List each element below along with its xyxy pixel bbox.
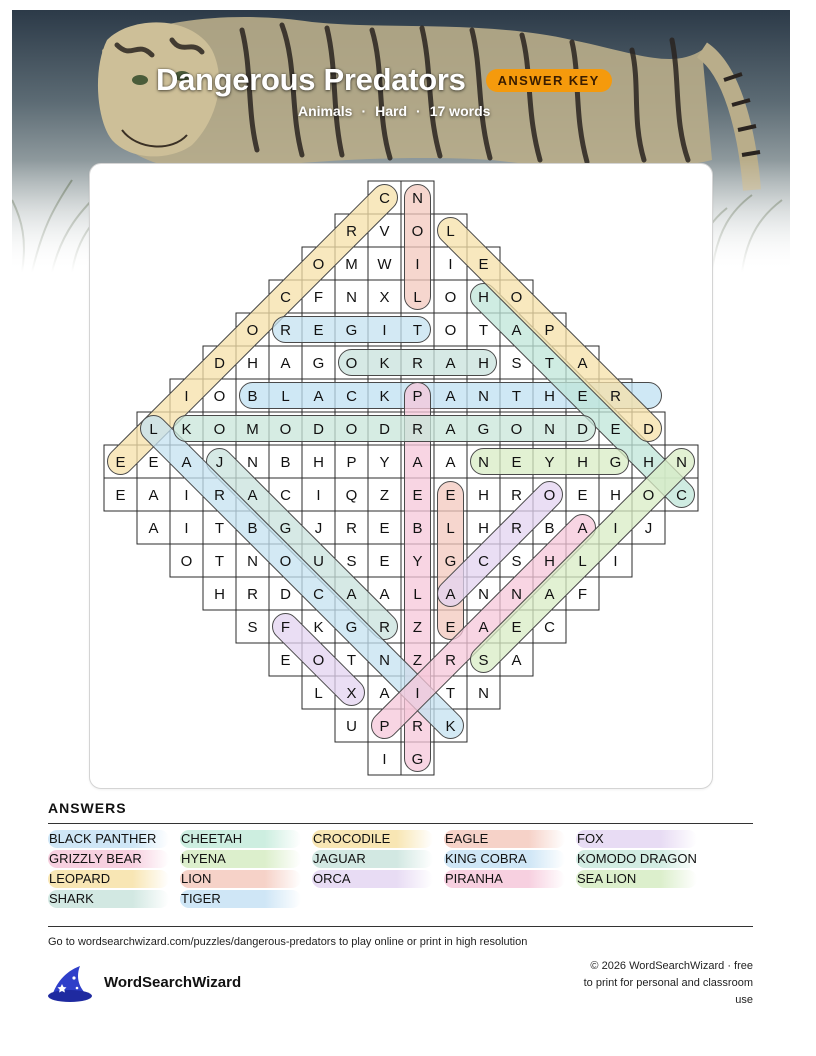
- grid-letter: E: [379, 553, 390, 570]
- grid-letter: E: [412, 487, 423, 504]
- wizard-hat-icon: [46, 962, 94, 1004]
- grid-letter: I: [448, 256, 453, 273]
- grid-letter: H: [643, 454, 654, 471]
- grid-letter: E: [148, 454, 159, 471]
- grid-letter: T: [511, 388, 522, 405]
- grid-letter: T: [478, 322, 489, 339]
- grid-letter: C: [379, 190, 390, 207]
- grid-letter: I: [184, 487, 189, 504]
- grid-letter: N: [247, 454, 258, 471]
- grid-letter: A: [511, 652, 522, 669]
- grid-letter: E: [115, 487, 126, 504]
- answer-key-badge: ANSWER KEY: [486, 69, 612, 92]
- grid-letter: T: [412, 322, 423, 339]
- grid-letter: O: [543, 487, 556, 504]
- grid-letter: P: [412, 388, 423, 405]
- grid-letter: H: [478, 355, 489, 372]
- grid-letter: D: [280, 586, 291, 603]
- grid-letter: N: [676, 454, 687, 471]
- grid-letter: D: [313, 421, 324, 438]
- answer-word: JAGUAR: [312, 850, 433, 868]
- answer-word: KOMODO DRAGON: [577, 851, 697, 866]
- grid-letter: C: [313, 586, 324, 603]
- grid-letter: A: [445, 355, 456, 372]
- grid-letter: O: [279, 421, 292, 438]
- grid-letter: N: [544, 421, 555, 438]
- grid-letter: C: [676, 487, 687, 504]
- grid-letter: D: [577, 421, 588, 438]
- grid-letter: L: [149, 421, 158, 438]
- grid-letter: O: [345, 355, 358, 372]
- grid-letter: O: [213, 388, 226, 405]
- grid-letter: H: [544, 553, 555, 570]
- grid-letter: E: [577, 388, 588, 405]
- answer-word: HYENA: [180, 850, 301, 868]
- grid-letter: B: [247, 520, 258, 537]
- grid-letter: R: [412, 355, 423, 372]
- word-count-label: 17 words: [429, 103, 491, 119]
- grid-letter: X: [379, 289, 390, 306]
- grid-letter: D: [643, 421, 654, 438]
- grid-letter: B: [544, 520, 555, 537]
- grid-letter: H: [478, 289, 489, 306]
- grid-letter: H: [478, 520, 489, 537]
- grid-letter: O: [510, 289, 523, 306]
- grid-letter: N: [511, 586, 522, 603]
- grid-letter: C: [478, 553, 489, 570]
- grid-letter: A: [148, 520, 159, 537]
- grid-letter: R: [511, 520, 522, 537]
- grid-letter: K: [379, 355, 390, 372]
- grid-letter: N: [412, 190, 423, 207]
- grid-letter: A: [445, 388, 456, 405]
- grid-letter: E: [445, 619, 456, 636]
- grid-letter: S: [346, 553, 357, 570]
- grid-letter: E: [379, 520, 390, 537]
- grid-letter: T: [214, 553, 225, 570]
- grid-letter: O: [444, 289, 457, 306]
- grid-letter: P: [346, 454, 357, 471]
- grid-letter: H: [577, 454, 588, 471]
- grid-letter: D: [379, 421, 390, 438]
- grid-letter: I: [316, 487, 321, 504]
- grid-letter: M: [246, 421, 259, 438]
- grid-letter: S: [478, 652, 489, 669]
- grid-letter: A: [445, 421, 456, 438]
- grid-letter: I: [415, 256, 420, 273]
- grid-letter: A: [379, 586, 390, 603]
- grid-letter: T: [544, 355, 555, 372]
- answers-divider: [48, 823, 753, 824]
- grid-letter: E: [445, 487, 456, 504]
- grid-letter: N: [478, 685, 489, 702]
- grid-letter: G: [312, 355, 325, 372]
- grid-letter: O: [312, 652, 325, 669]
- answers-heading: ANSWERS: [48, 800, 127, 816]
- grid-letter: R: [214, 487, 225, 504]
- grid-letter: V: [379, 223, 390, 240]
- grid-letter: A: [148, 487, 159, 504]
- answer-word: GRIZZLY BEAR: [48, 850, 169, 868]
- grid-letter: O: [642, 487, 655, 504]
- grid-letter: L: [446, 223, 455, 240]
- grid-letter: L: [413, 586, 422, 603]
- grid-letter: G: [444, 553, 457, 570]
- grid-letter: G: [411, 751, 424, 768]
- grid-letter: I: [415, 685, 420, 702]
- grid-letter: A: [577, 355, 588, 372]
- category-label: Animals: [298, 103, 353, 119]
- grid-letter: C: [346, 388, 357, 405]
- grid-letter: K: [181, 421, 192, 438]
- grid-letter: Y: [544, 454, 555, 471]
- grid-letter: T: [346, 652, 357, 669]
- grid-letter: S: [511, 553, 522, 570]
- brand-name: WordSearchWizard: [104, 974, 242, 991]
- grid-letter: Z: [412, 619, 423, 636]
- grid-letter: A: [379, 685, 390, 702]
- grid-letter: R: [610, 388, 621, 405]
- grid-letter: J: [215, 454, 224, 471]
- answer-word: TIGER: [180, 890, 301, 908]
- grid-letter: E: [478, 256, 489, 273]
- grid-letter: A: [544, 586, 555, 603]
- grid-letter: I: [382, 322, 387, 339]
- grid-letter: P: [379, 718, 390, 735]
- grid-letter: R: [511, 487, 522, 504]
- grid-letter: U: [313, 553, 324, 570]
- grid-letter: O: [510, 421, 523, 438]
- answer-word: PIRANHA: [444, 870, 565, 888]
- grid-letter: I: [184, 520, 189, 537]
- answer-word: SEA LION: [576, 870, 697, 888]
- grid-letter: O: [279, 553, 292, 570]
- grid-letter: Q: [345, 487, 358, 504]
- grid-letter: A: [181, 454, 192, 471]
- grid-letter: U: [346, 718, 357, 735]
- grid-letter: I: [613, 520, 618, 537]
- grid-letter: H: [610, 487, 621, 504]
- answer-word: FOX: [576, 830, 697, 848]
- grid-letter: N: [379, 652, 390, 669]
- grid-letter: O: [345, 421, 358, 438]
- grid-letter: J: [644, 520, 653, 537]
- copyright-note: © 2026 WordSearchWizard · free to print for personal and classroom use: [583, 960, 753, 1006]
- grid-letter: Z: [412, 652, 423, 669]
- grid-letter: E: [511, 619, 522, 636]
- grid-letter: E: [610, 421, 621, 438]
- grid-letter: T: [214, 520, 225, 537]
- grid-letter: L: [281, 388, 290, 405]
- grid-letter: G: [279, 520, 292, 537]
- grid-letter: B: [412, 520, 423, 537]
- grid-letter: C: [280, 289, 291, 306]
- answer-word: LION: [180, 870, 301, 888]
- grid-letter: K: [379, 388, 390, 405]
- grid-letter: P: [544, 322, 555, 339]
- grid-letter: F: [577, 586, 588, 603]
- grid-letter: R: [280, 322, 291, 339]
- grid-letter: O: [213, 421, 226, 438]
- grid-letter: R: [445, 652, 456, 669]
- grid-letter: N: [346, 289, 357, 306]
- grid-letter: Y: [379, 454, 390, 471]
- grid-letter: Y: [412, 553, 423, 570]
- grid-letter: A: [478, 619, 489, 636]
- grid-letter: R: [247, 586, 258, 603]
- grid-letter: L: [314, 685, 323, 702]
- answer-word: KING COBRA: [444, 850, 565, 868]
- grid-letter: H: [247, 355, 258, 372]
- grid-letter: N: [247, 553, 258, 570]
- grid-letter: A: [247, 487, 258, 504]
- grid-letter: T: [445, 685, 456, 702]
- grid-letter: J: [314, 520, 323, 537]
- grid-letter: Z: [379, 487, 390, 504]
- grid-letter: F: [280, 619, 291, 636]
- grid-letter: A: [511, 322, 522, 339]
- grid-letter: A: [412, 454, 423, 471]
- grid-letter: K: [445, 718, 456, 735]
- answer-word: EAGLE: [444, 830, 565, 848]
- grid-letter: E: [511, 454, 522, 471]
- grid-letter: A: [280, 355, 291, 372]
- grid-letter: O: [444, 322, 457, 339]
- grid-letter: E: [577, 487, 588, 504]
- grid-letter: G: [345, 619, 358, 636]
- grid-letter: N: [478, 388, 489, 405]
- grid-letter: H: [313, 454, 324, 471]
- grid-letter: R: [346, 223, 357, 240]
- grid-letter: H: [544, 388, 555, 405]
- grid-letter: R: [379, 619, 390, 636]
- grid-letter: B: [247, 388, 258, 405]
- answer-word: BLACK PANTHER: [48, 830, 169, 848]
- grid-letter: B: [280, 454, 291, 471]
- grid-letter: O: [180, 553, 193, 570]
- grid-letter: M: [345, 256, 358, 273]
- grid-letter: F: [313, 289, 324, 306]
- grid-letter: N: [478, 454, 489, 471]
- grid-letter: G: [345, 322, 358, 339]
- grid-letter: I: [382, 751, 387, 768]
- grid-letter: S: [511, 355, 522, 372]
- grid-letter: S: [247, 619, 258, 636]
- grid-letter: W: [377, 256, 392, 273]
- grid-letter: C: [280, 487, 291, 504]
- grid-letter: H: [478, 487, 489, 504]
- grid-letter: A: [313, 388, 324, 405]
- grid-letter: O: [246, 322, 259, 339]
- footer-divider: [48, 926, 753, 927]
- grid-letter: G: [609, 454, 622, 471]
- grid-letter: E: [280, 652, 291, 669]
- meta-separator: ·: [361, 103, 367, 119]
- grid-letter: H: [214, 586, 225, 603]
- answer-word: LEOPARD: [48, 870, 169, 888]
- grid-letter: O: [312, 256, 325, 273]
- grid-letter: L: [413, 289, 422, 306]
- grid-letter: R: [412, 718, 423, 735]
- grid-letter: E: [313, 322, 324, 339]
- grid-letter: D: [214, 355, 225, 372]
- grid-letter: I: [613, 553, 618, 570]
- grid-letter: A: [445, 454, 456, 471]
- answer-word: SHARK: [48, 890, 169, 908]
- grid-letter: L: [446, 520, 455, 537]
- grid-letter: L: [578, 553, 587, 570]
- grid-letter: N: [478, 586, 489, 603]
- grid-letter: C: [544, 619, 555, 636]
- grid-letter: A: [346, 586, 357, 603]
- grid-letter: X: [346, 685, 357, 702]
- play-online-note: Go to wordsearchwizard.com/puzzles/dangerous-predators to play online or print in high resolution: [48, 936, 528, 948]
- answer-word: CHEETAH: [180, 830, 301, 848]
- answer-word: ORCA: [312, 870, 433, 888]
- difficulty-label: Hard: [375, 103, 408, 119]
- grid-letter: R: [346, 520, 357, 537]
- meta-separator: ·: [416, 103, 421, 119]
- grid-letter: I: [184, 388, 189, 405]
- grid-letter: A: [577, 520, 588, 537]
- grid-letter: G: [477, 421, 490, 438]
- answer-word: CROCODILE: [312, 830, 433, 848]
- grid-letter: E: [115, 454, 126, 471]
- grid-letter: O: [411, 223, 424, 240]
- grid-letter: R: [412, 421, 423, 438]
- grid-letter: A: [445, 586, 456, 603]
- grid-letter: K: [313, 619, 324, 636]
- puzzle-title: Dangerous Predators: [156, 62, 466, 97]
